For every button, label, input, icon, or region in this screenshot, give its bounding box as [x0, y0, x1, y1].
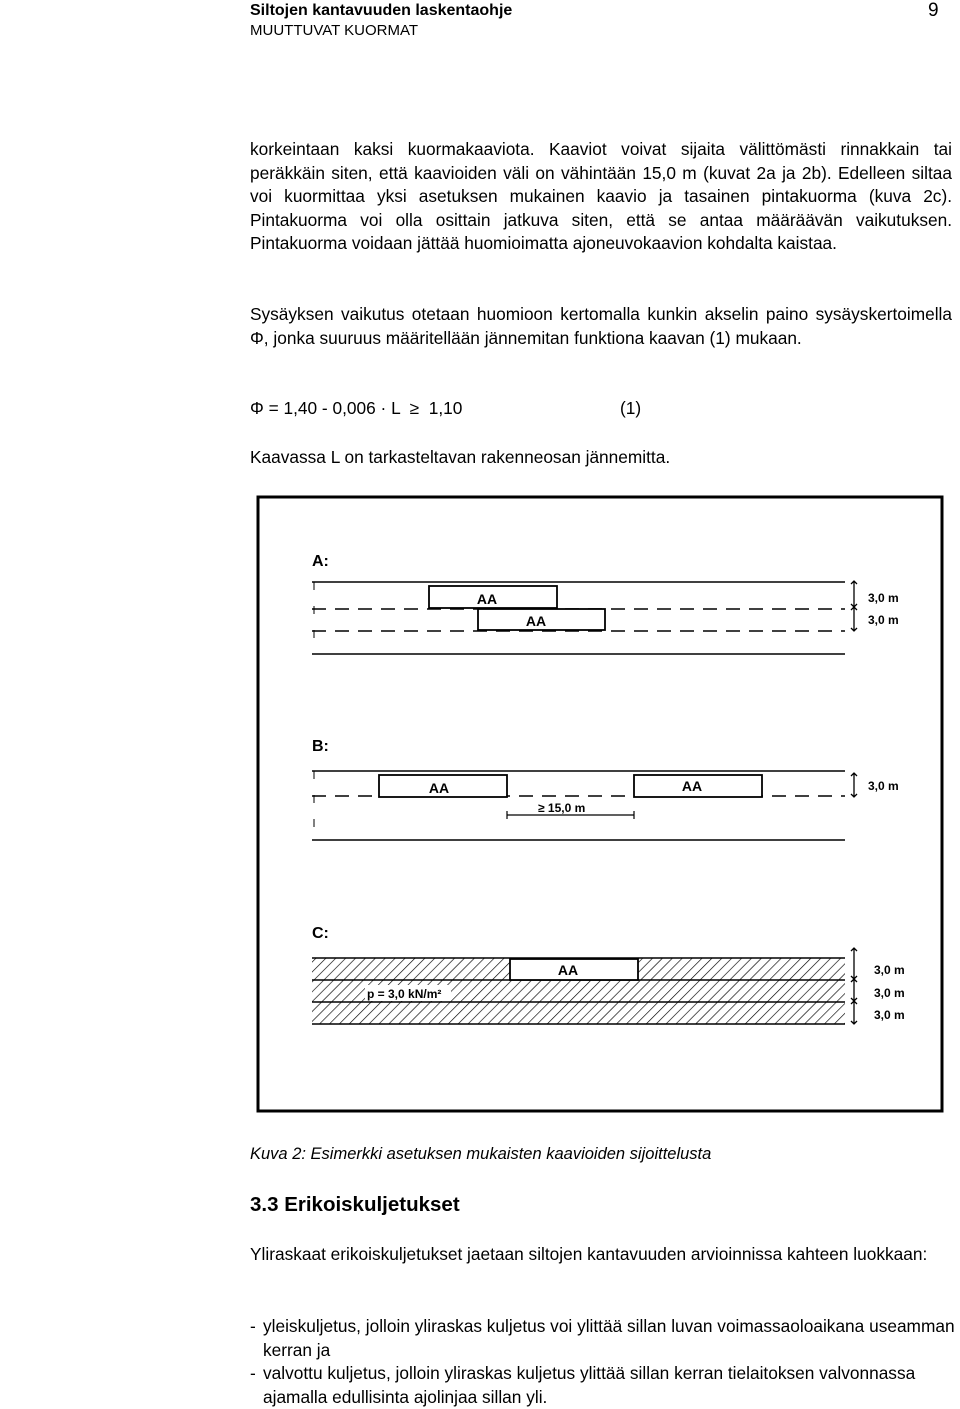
panel-c [312, 925, 905, 1024]
formula-impact [250, 398, 642, 419]
lane-width-c-2: 3,0 m [874, 986, 905, 1000]
lane-width-c-1: 3,0 m [874, 963, 905, 977]
list-item-text: valvottu kuljetus, jolloin yliraskas kuljetus ylittää sillan kerran tielaitoksen valvonnassa ajamalla edullisinta ajolinjaa sillan yli. [263, 1363, 916, 1407]
panel-b [312, 738, 899, 840]
section-intro: Yliraskaat erikoiskuljetukset jaetaan siltojen kantavuuden arvioinnissa kahteen luokkaan: [250, 1244, 928, 1264]
panel-c-label: C: [312, 925, 329, 942]
formula-number: (1) [620, 398, 642, 418]
lane-width-a-1: 3,0 m [868, 591, 899, 605]
distributed-load-label: p = 3,0 kN/m² [367, 987, 442, 1001]
panel-a-label: A: [312, 553, 329, 570]
list-item: - valvottu kuljetus, jolloin yliraskas kuljetus ylittää sillan kerran tielaitoksen valvonnassa ajamalla edullisinta ajolinjaa sillan yli. [250, 1363, 916, 1407]
paragraph-impact-factor: Sysäyksen vaikutus otetaan huomioon kertomalla kunkin akselin paino sysäyskertoimella Φ, jonka suuruus määritellään jännemitan funktiona kaavan (1) mukaan. [250, 304, 952, 348]
transport-class-list [250, 1315, 955, 1409]
vehicle-aa-c-label: AA [557, 962, 579, 978]
vehicle-aa-b-2-label: AA [681, 778, 703, 794]
lane-width-b: 3,0 m [868, 779, 899, 793]
list-item: - yleiskuljetus, jolloin yliraskas kuljetus voi ylittää sillan luvan voimassaoloaikana useamman kerran ja [250, 1316, 955, 1360]
lane-width-a-2: 3,0 m [868, 613, 899, 627]
document-subtitle: MUUTTUVAT KUORMAT [250, 22, 419, 39]
lane-width-c-3: 3,0 m [874, 1008, 905, 1022]
figure-caption: Kuva 2: Esimerkki asetuksen mukaisten kaavioiden sijoittelusta [250, 1145, 712, 1163]
formula-expression: Φ = 1,40 - 0,006 · L ≥ 1,10 [250, 398, 463, 418]
paragraph-span-definition: Kaavassa L on tarkasteltavan rakenneosan jännemitta. [250, 447, 671, 467]
page-number: 9 [928, 0, 939, 21]
panel-a [312, 553, 899, 654]
vehicle-spacing-label: ≥ 15,0 m [538, 801, 586, 815]
load-placement-figure [255, 494, 945, 1114]
vehicle-aa-2-label: AA [525, 613, 547, 629]
document-title: Siltojen kantavuuden laskentaohje [250, 2, 513, 19]
vehicle-aa-b-1-label: AA [428, 780, 450, 796]
panel-b-label: B: [312, 738, 329, 755]
vehicle-aa-1-label: AA [476, 591, 498, 607]
section-heading: 3.3 Erikoiskuljetukset [250, 1193, 460, 1216]
list-item-text: yleiskuljetus, jolloin yliraskas kuljetus voi ylittää sillan luvan voimassaoloaikana useamman kerran ja [263, 1316, 955, 1360]
paragraph-load-diagrams: korkeintaan kaksi kuormakaaviota. Kaaviot voivat sijaita välittömästi rinnakkain tai peräkkäin siten, että kaavioiden väli on vähintään 15,0 m (kuvat 2a ja 2b). Edelleen siltaa voi kuormittaa yksi asetuksen mukainen kaavio ja tasainen pintakuorma (kuva 2c). Pintakuorma voi olla osittain jatkuva siten, että se antaa määräävän vaikutuksen. Pintakuorma voidaan jättää huomioimatta ajoneuvokaavion kohdalta kaistaa. [250, 139, 952, 253]
